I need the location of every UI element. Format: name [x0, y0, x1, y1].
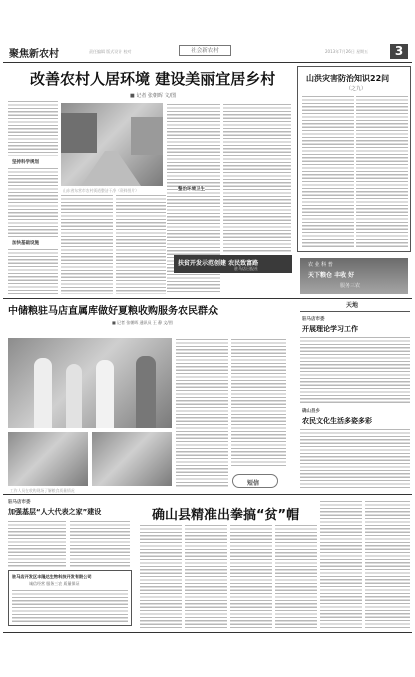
- right-mid-tag: 天地: [346, 302, 359, 309]
- grain-photo-caption: 工作人员在收购现场了解粮食质量情况: [10, 488, 75, 493]
- ad-line-3: 服务三农: [340, 283, 361, 289]
- lead-photo-wall: [61, 113, 97, 153]
- masthead-logo: 社会新农村: [179, 45, 231, 56]
- bottom-left-text-2: [70, 520, 130, 568]
- grain-column-2: [231, 338, 286, 468]
- bottom-main-col-4: [275, 524, 317, 628]
- grain-photo-person-3: [96, 360, 114, 428]
- lead-column-2: [61, 194, 113, 294]
- grain-photo-right: [92, 432, 172, 486]
- flood-box: [297, 66, 411, 252]
- right-mid-header: [300, 300, 410, 312]
- flood-title: 山洪灾害防治知识22问: [306, 74, 390, 83]
- lead-column-1: [8, 100, 58, 156]
- lead-column-3: [116, 194, 166, 294]
- grain-column-1: [176, 338, 228, 488]
- grain-photo-left: [8, 432, 88, 486]
- grain-photo-person-4: [136, 356, 156, 428]
- grain-bottom-rule: [3, 494, 412, 495]
- bottom-main-col-3: [230, 524, 272, 628]
- right-kicker-1: 驻马店市委: [302, 317, 325, 322]
- promo-banner: [174, 255, 292, 273]
- lead-column-1c: [8, 248, 58, 294]
- bottom-ad-sub: 诚信经营 服务三农 质量保证: [29, 581, 80, 586]
- lead-subhead-3: 整治环境卫生: [178, 187, 205, 192]
- page-bottom-rule: [3, 632, 412, 633]
- bottom-main-col-6: [365, 500, 410, 628]
- lead-photo: [61, 103, 163, 186]
- lead-photo-wall-2: [131, 117, 163, 155]
- sms-tag-text: 短信: [247, 480, 260, 487]
- bottom-main-col-2: [185, 524, 227, 628]
- masthead: [3, 42, 412, 62]
- lead-photo-road: [81, 151, 141, 186]
- right-title-1: 开展理论学习工作: [302, 325, 358, 333]
- flood-text-right: [356, 95, 408, 247]
- lead-headline: 改善农村人居环境 建设美丽宜居乡村: [30, 70, 276, 88]
- masthead-date: 2013年7月26日 星期五: [325, 49, 369, 54]
- bottom-main-col-5: [320, 500, 362, 628]
- bottom-ad-text: [12, 589, 128, 623]
- bottom-left-kicker: 驻马店市委: [8, 500, 31, 505]
- ad-line-2: 天下粮仓 丰收 好: [308, 272, 355, 279]
- right-kicker-2: 确山县乡: [302, 409, 320, 414]
- lead-subhead-1: 坚持科学规划: [12, 160, 39, 165]
- grain-headline: 中储粮驻马店直属库做好夏粮收购服务农民群众: [8, 306, 218, 317]
- ad-box: [300, 258, 408, 294]
- lead-byline: ■ 记者 张朝晖 文/图: [130, 93, 177, 99]
- bottom-ad-title: 驻马店开发区丰隆达生物科技开发有限公司: [12, 574, 92, 579]
- sms-tag: [232, 474, 278, 488]
- flood-text-left: [302, 95, 354, 247]
- bottom-left-title: 加强基层“人大代表之家”建设: [8, 508, 102, 516]
- bottom-left-text-1: [8, 520, 66, 568]
- grain-byline: ■ 记者 张朝晖 通讯员 王 静 文/图: [112, 320, 173, 325]
- lead-photo-caption: 山东省东营市农村街道整洁干净（资料图片）: [63, 188, 139, 193]
- right-column-2: [300, 428, 410, 490]
- lead-bottom-rule: [3, 298, 412, 299]
- grain-photo-person-1: [34, 358, 52, 428]
- grain-photo-person-2: [66, 364, 82, 428]
- lead-column-1b: [8, 167, 58, 237]
- right-title-2: 农民文化生活多姿多彩: [302, 417, 372, 425]
- promo-banner-text: 扶贫开发示范创建 农民致富路: [178, 260, 259, 267]
- page-number: 3: [390, 44, 408, 59]
- lead-subhead-2: 加快基础设施: [12, 241, 39, 246]
- flood-subtitle: （之九）: [346, 86, 367, 92]
- bottom-main-headline: 确山县精准出拳搞“贫”帽: [152, 508, 300, 523]
- grain-photo-main: [8, 338, 172, 428]
- right-column-1: [300, 336, 410, 404]
- bottom-ad-box: [8, 570, 132, 626]
- masthead-rule: [3, 62, 412, 63]
- masthead-editor-line: 责任编辑 版式设计 校对: [89, 49, 132, 54]
- section-title: 聚焦新农村: [9, 49, 59, 60]
- promo-banner-sub: 驻马店日报社: [234, 266, 258, 271]
- bottom-main-col-1: [140, 524, 182, 628]
- ad-line-1: 农 业 科 普: [308, 262, 333, 268]
- lead-column-5: [223, 103, 291, 253]
